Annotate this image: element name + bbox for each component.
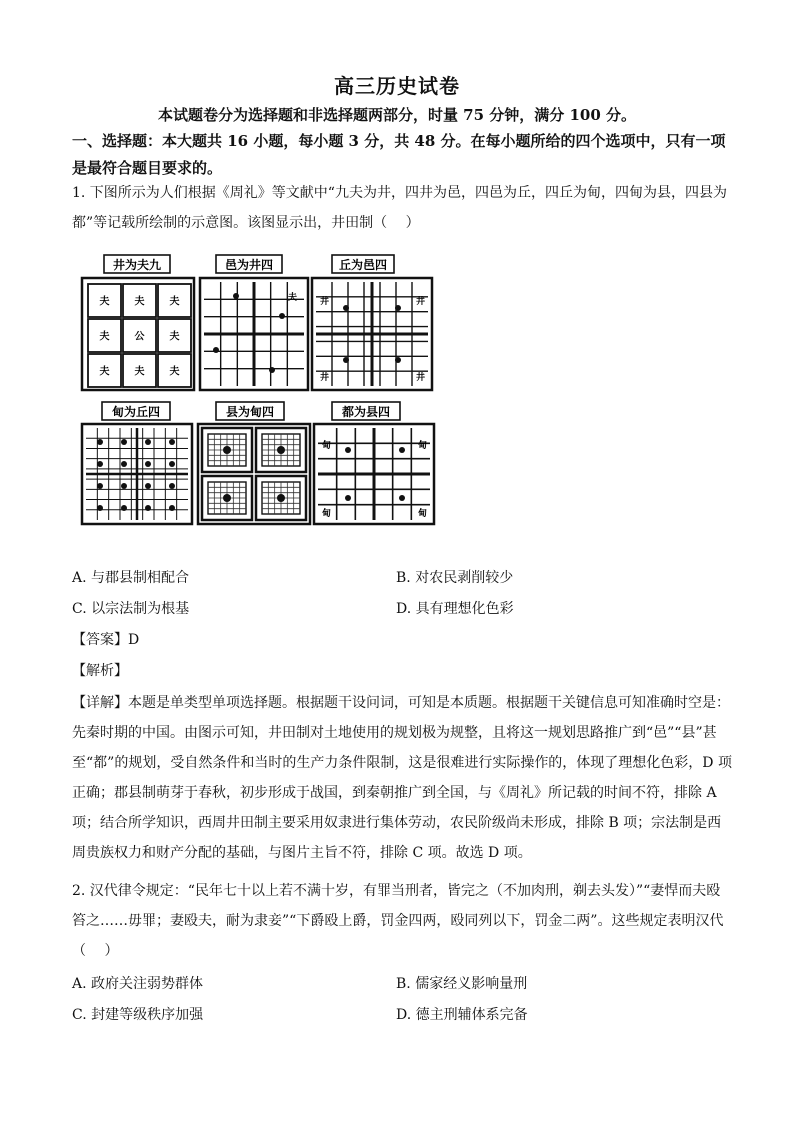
plot-label: 夫	[169, 331, 180, 343]
question-1-option-a[interactable]: A. 与郡县制相配合	[72, 570, 190, 586]
settlement-dot	[169, 505, 175, 511]
settlement-dot	[169, 439, 175, 445]
plot-label: 夫	[99, 366, 110, 378]
section-heading: 一、选择题：本大题共 16 小题，每小题 3 分，共 48 分。在每小题所给的四个选项中，只有一项是最符合题目要求的。	[72, 132, 726, 177]
svg-text:井: 井	[416, 373, 426, 383]
settlement-dot	[223, 494, 231, 502]
settlement-dot	[343, 357, 349, 363]
question-1-stem: 1. 下图所示为人们根据《周礼》等文献中“九夫为井，四井为邑，四邑为丘，四丘为甸，四甸为县，四县为都”等记载所绘制的示意图。该图显示出，井田制（ ）	[72, 185, 727, 231]
settlement-dot	[345, 447, 351, 453]
question-2-stem: 2. 汉代律令规定：“民年七十以上若不满十岁，有罪当刑者，皆完之（不加肉刑，剃去头发）”“妻悍而夫殴笞之……毋罪；妻殴夫，耐为隶妾”“下爵殴上爵，罚金四两，殴同列以下，罚金二两”。这些规定表明汉代（ ）	[72, 883, 724, 959]
settlement-dot	[97, 483, 103, 489]
svg-text:夫: 夫	[288, 293, 298, 303]
settlement-dot	[121, 483, 127, 489]
answer-label: 【答案】D	[72, 632, 140, 648]
settlement-dot	[279, 313, 285, 319]
plot-label: 夫	[134, 366, 145, 378]
settlement-dot	[169, 483, 175, 489]
question-2-option-b[interactable]: B. 儒家经义影响量刑	[396, 976, 528, 992]
settlement-dot	[97, 461, 103, 467]
settlement-dot	[121, 439, 127, 445]
settlement-dot	[395, 357, 401, 363]
settlement-dot	[277, 446, 285, 454]
question-2-option-a[interactable]: A. 政府关注弱势群体	[72, 976, 204, 992]
plot-label: 夫	[169, 366, 180, 378]
panel-label: 丘为邑四	[338, 258, 388, 272]
panel-label: 县为甸四	[225, 405, 275, 419]
settlement-dot	[121, 461, 127, 467]
svg-text:井: 井	[320, 297, 330, 307]
settlement-dot	[97, 505, 103, 511]
settlement-dot	[213, 347, 219, 353]
svg-text:甸: 甸	[322, 441, 332, 451]
plot-label: 公	[134, 331, 145, 343]
settlement-dot	[145, 483, 151, 489]
question-1-option-c[interactable]: C. 以宗法制为根基	[72, 601, 190, 617]
plot-label: 夫	[99, 296, 110, 308]
panel-label: 都为县四	[341, 405, 391, 419]
svg-text:井: 井	[416, 297, 426, 307]
settlement-dot	[395, 305, 401, 311]
question-1-analysis: 【详解】本题是单类型单项选择题。根据题干设问词，可知是本质题。根据题干关键信息可知准确时空是：先秦时期的中国。由图示可知，井田制对土地使用的规划极为规整，且将这一规划思路推广到“邑”“县”甚至“都”的规划，受自然条件和当时的生产力条件限制，这是很难进行实际操作的，体现了理想化色彩，D 项正确；郡县制萌芽于春秋，初步形成于战国，到秦朝推广到全国，与《周礼》所记载的时间不符，排除 A 项；结合所学知识，西周井田制主要采用奴隶进行集体劳动，农民阶级尚未形成，排除 B 项；宗法制是西周贵族权力和财产分配的基础，与图片主旨不符，排除 C 项。故选 D 项。	[72, 695, 732, 861]
question-1-option-b[interactable]: B. 对农民剥削较少	[396, 570, 514, 586]
settlement-dot	[277, 494, 285, 502]
exam-instructions: 本试题卷分为选择题和非选择题两部分，时量 75 分钟，满分 100 分。	[157, 106, 637, 124]
panel-label: 甸为丘四	[111, 405, 161, 419]
analysis-label: 【解析】	[72, 663, 128, 679]
settlement-dot	[121, 505, 127, 511]
panel-label: 井为夫九	[112, 258, 162, 272]
page-title: 高三历史试卷	[334, 74, 460, 98]
settlement-dot	[145, 505, 151, 511]
question-1-option-d[interactable]: D. 具有理想化色彩	[396, 601, 514, 617]
settlement-dot	[223, 446, 231, 454]
svg-text:甸: 甸	[418, 509, 428, 519]
settlement-dot	[169, 461, 175, 467]
panel-label: 邑为井四	[224, 258, 274, 272]
jingtian-diagram	[76, 250, 438, 526]
settlement-dot	[345, 495, 351, 501]
settlement-dot	[145, 461, 151, 467]
settlement-dot	[399, 447, 405, 453]
svg-text:井: 井	[320, 373, 330, 383]
question-2-option-c[interactable]: C. 封建等级秩序加强	[72, 1007, 204, 1023]
settlement-dot	[269, 367, 275, 373]
question-2-option-d[interactable]: D. 德主刑辅体系完备	[396, 1007, 528, 1023]
settlement-dot	[97, 439, 103, 445]
svg-text:甸: 甸	[418, 441, 428, 451]
plot-label: 夫	[134, 296, 145, 308]
settlement-dot	[399, 495, 405, 501]
plot-label: 夫	[169, 296, 180, 308]
settlement-dot	[145, 439, 151, 445]
settlement-dot	[233, 293, 239, 299]
settlement-dot	[343, 305, 349, 311]
plot-label: 夫	[99, 331, 110, 343]
svg-text:甸: 甸	[322, 509, 332, 519]
